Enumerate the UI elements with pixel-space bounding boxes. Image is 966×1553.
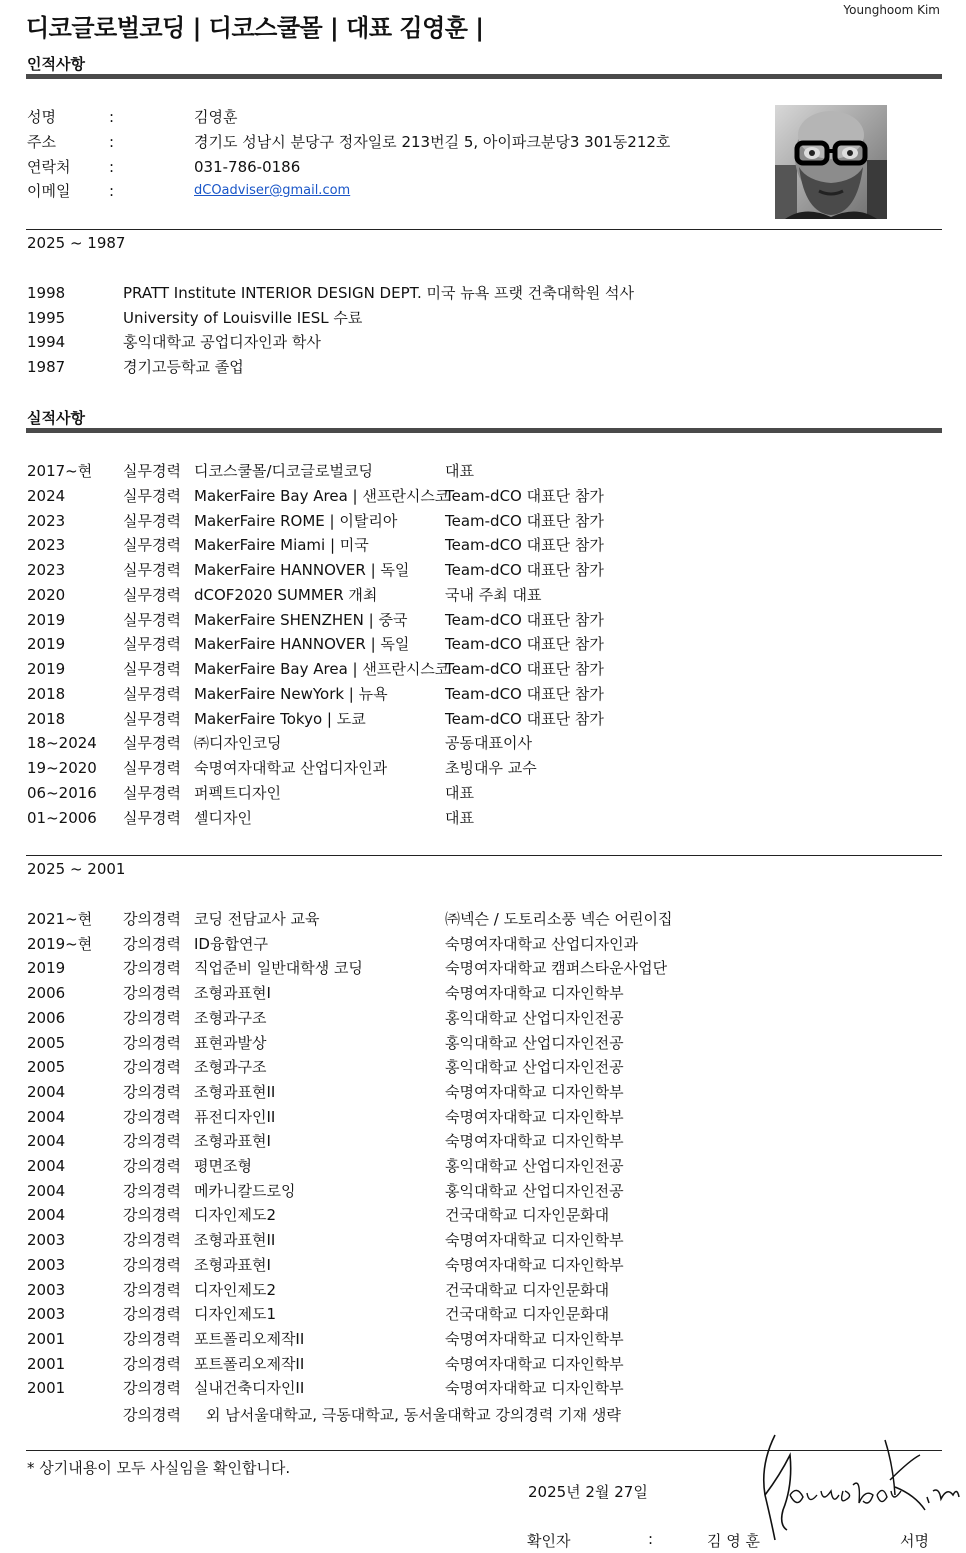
achievement-title: MakerFaire Bay Area | 샌프란시스코 [194,486,450,505]
teaching-year: 2006 [27,1008,66,1027]
field-label: 연락처 [27,158,71,176]
education-row [0,355,966,379]
teaching-year: 2003 [27,1255,66,1274]
achievement-year: 2023 [27,511,66,530]
teaching-year: 2021~현 [27,910,93,928]
author-name-en: Younghoom Kim [843,3,940,17]
achievement-year: 2019 [27,610,66,629]
achievement-year: 2019 [27,660,66,678]
teaching-type: 강의경력 [123,1107,181,1126]
teaching-place: 숙명여자대학교 디자인학부 [445,984,624,1003]
teaching-row [0,1105,966,1129]
field-label: 주소 [27,133,56,151]
teaching-subject: 조형과구조 [194,1008,267,1027]
achievement-year: 2024 [27,486,66,505]
achievement-type: 실무경력 [123,759,181,777]
teaching-place: 숙명여자대학교 디자인학부 [445,1329,624,1348]
education-row [0,330,966,354]
section-divider [26,74,942,79]
achievement-type: 실무경력 [123,585,181,604]
achievement-title: MakerFaire NewYork | 뉴욕 [194,684,388,703]
teaching-place: 건국대학교 디자인문화대 [445,1206,610,1225]
achievement-row [0,558,966,582]
teaching-row [0,932,966,956]
field-sep: : [109,182,115,200]
teaching-subject: 조형과표현I [194,984,271,1003]
teaching-subject: 포트폴리오제작II [194,1354,305,1373]
achievement-title: MakerFaire ROME | 이탈리아 [194,511,398,530]
achievement-role: Team-dCO 대표단 참가 [445,610,604,629]
teaching-place: 숙명여자대학교 디자인학부 [445,1379,624,1398]
teaching-subject: 조형과구조 [194,1058,267,1077]
page-title: 디코글로벌코딩 | 디코스쿨몰 | 대표 김영훈 | [26,14,484,42]
teaching-place: 홍익대학교 산업디자인전공 [445,1058,624,1077]
teaching-place: 숙명여자대학교 디자인학부 [445,1082,624,1101]
field-label: 이메일 [27,182,71,200]
teaching-subject: 조형과표현I [194,1255,271,1274]
teaching-type: 강의경력 [123,1082,181,1101]
field-value: 경기도 성남시 분당구 정자일로 213번길 5, 아이파크분당3 301동212호 [194,133,671,151]
achievement-row [0,731,966,755]
achievement-row [0,632,966,656]
teaching-type: 강의경력 [123,910,181,928]
teaching-year: 2005 [27,1033,66,1052]
field-value: 김영훈 [194,108,238,126]
teaching-row [0,1302,966,1326]
signature-date: 2025년 2월 27일 [528,1483,648,1501]
achievement-type: 실무경력 [123,486,181,505]
achievement-row [0,806,966,830]
teaching-row [0,1203,966,1227]
teaching-row [0,1055,966,1079]
teaching-row [0,1228,966,1252]
field-sep: : [109,158,115,176]
achievement-row [0,756,966,780]
teaching-row [0,981,966,1005]
teaching-type: 강의경력 [123,1354,181,1373]
achievement-role: 대표 [445,783,474,802]
achievement-year: 2018 [27,709,66,728]
teaching-subject: 디자인제도2 [194,1280,276,1299]
teaching-row [0,1080,966,1104]
achievement-title: 퍼펙트디자인 [194,783,281,802]
field-sep: : [109,108,115,126]
teaching-year: 2003 [27,1305,66,1324]
teaching-row [0,1154,966,1178]
teaching-row [0,907,966,931]
profile-photo [775,105,887,219]
sign-label: 서명 [900,1532,929,1550]
teaching-row [0,1278,966,1302]
achievement-type: 실무경력 [123,561,181,579]
teaching-place: 홍익대학교 산업디자인전공 [445,1008,624,1027]
education-desc: 경기고등학교 졸업 [123,358,244,377]
education-year: 1995 [27,308,66,327]
achievement-role: Team-dCO 대표단 참가 [445,486,604,505]
achievement-role: Team-dCO 대표단 참가 [445,709,604,728]
achievement-type: 실무경력 [123,660,181,678]
teaching-place: 건국대학교 디자인문화대 [445,1280,610,1299]
teaching-place: 숙명여자대학교 디자인학부 [445,1354,624,1373]
achievement-title: 디코스쿨몰/디코글로벌코딩 [194,462,373,480]
achievement-role: Team-dCO 대표단 참가 [445,511,604,530]
achievement-year: 2023 [27,561,66,579]
education-year: 1998 [27,284,66,302]
achievement-row [0,484,966,508]
teaching-subject: 조형과표현II [194,1082,276,1101]
teaching-year: 2019 [27,959,66,978]
confirmer-label: 확인자 [527,1532,571,1550]
achievement-title: 숙명여자대학교 산업디자인과 [194,759,388,777]
achievement-role: 대표 [445,462,474,480]
divider [26,855,942,856]
education-desc: PRATT Institute INTERIOR DESIGN DEPT. 미국 뉴욕 프랫 건축대학원 석사 [123,284,634,302]
teaching-subject: 직업준비 일반대학생 코딩 [194,959,363,978]
teaching-subject: ID융합연구 [194,934,268,953]
teaching-place: 숙명여자대학교 캠퍼스타운사업단 [445,959,668,978]
achievement-type: 실무경력 [123,462,181,480]
teaching-subject: 포트폴리오제작II [194,1329,305,1348]
teaching-subject: 실내건축디자인II [194,1379,305,1398]
achievement-role: Team-dCO 대표단 참가 [445,660,604,678]
achievement-year: 18~2024 [27,734,97,753]
achievement-title: ㈜디자인코딩 [194,734,282,753]
teaching-row [0,1327,966,1351]
teaching-place: 홍익대학교 산업디자인전공 [445,1033,624,1052]
achievement-year: 2019 [27,635,66,654]
teaching-type: 강의경력 [123,1305,181,1324]
teaching-year: 2003 [27,1280,66,1299]
achievement-title: MakerFaire Bay Area | 샌프란시스코 [194,660,450,678]
achievement-year: 06~2016 [27,783,97,802]
achievement-year: 2020 [27,585,66,604]
teaching-year: 2005 [27,1058,66,1077]
achievement-year: 19~2020 [27,759,97,777]
teaching-year: 2001 [27,1354,66,1373]
teaching-place: 홍익대학교 산업디자인전공 [445,1157,624,1175]
achievement-type: 실무경력 [123,536,181,555]
teaching-type: 강의경력 [123,934,181,953]
teaching-period: 2025 ~ 2001 [27,860,126,878]
divider [26,229,942,230]
field-value: 031-786-0186 [194,158,301,176]
achievement-title: MakerFaire Tokyo | 도쿄 [194,709,366,728]
education-row [0,281,966,305]
teaching-row [0,1376,966,1400]
achievement-role: Team-dCO 대표단 참가 [445,684,604,703]
achievement-type: 실무경력 [123,635,181,654]
education-year: 1994 [27,333,66,352]
achievement-row [0,657,966,681]
teaching-subject: 조형과표현II [194,1231,276,1250]
achievement-title: dCOF2020 SUMMER 개최 [194,585,378,604]
teaching-subject: 코딩 전담교사 교육 [194,910,320,928]
teaching-type: 강의경력 [123,1255,181,1274]
achievement-title: MakerFaire Miami | 미국 [194,536,369,555]
teaching-year: 2004 [27,1107,66,1126]
teaching-year: 2004 [27,1132,66,1151]
teaching-row [0,1253,966,1277]
teaching-place: 홍익대학교 산업디자인전공 [445,1181,624,1200]
teaching-place: 숙명여자대학교 디자인학부 [445,1255,624,1274]
achievement-type: 실무경력 [123,709,181,728]
teaching-subject: 평면조형 [194,1157,252,1175]
achievement-role: Team-dCO 대표단 참가 [445,536,604,555]
field-sep: : [109,133,115,151]
teaching-type: 강의경력 [123,1132,181,1151]
teaching-type: 강의경력 [123,1329,181,1348]
teaching-year: 2006 [27,984,66,1003]
achievement-title: MakerFaire HANNOVER | 독일 [194,561,410,579]
education-desc: 홍익대학교 공업디자인과 학사 [123,333,321,352]
achievement-row [0,583,966,607]
achievement-title: 셀디자인 [194,808,252,827]
confirmation-note: * 상기내용이 모두 사실임을 확인합니다. [27,1459,291,1477]
teaching-subject: 퓨전디자인II [194,1107,276,1126]
achievement-type: 실무경력 [123,808,181,827]
teaching-place: 숙명여자대학교 디자인학부 [445,1231,624,1250]
teaching-type: 강의경력 [123,1033,181,1052]
achievement-role: Team-dCO 대표단 참가 [445,635,604,654]
teaching-extra-text: 외 남서울대학교, 극동대학교, 동서울대학교 강의경력 기재 생략 [206,1406,621,1424]
teaching-year: 2001 [27,1329,66,1348]
teaching-type: 강의경력 [123,959,181,978]
achievement-row [0,509,966,533]
teaching-row [0,956,966,980]
teaching-place: 숙명여자대학교 산업디자인과 [445,934,639,953]
teaching-type: 강의경력 [123,1058,181,1077]
field-label: 성명 [27,108,56,126]
achievement-type: 실무경력 [123,684,181,703]
teaching-type: 강의경력 [123,1379,181,1398]
teaching-row [0,1179,966,1203]
achievement-year: 2023 [27,536,66,555]
achievement-role: 대표 [445,808,474,827]
handwritten-signature [735,1425,960,1545]
teaching-type: 강의경력 [123,984,181,1003]
teaching-type: 강의경력 [123,1181,181,1200]
teaching-subject: 표현과발상 [194,1033,267,1052]
teaching-year: 2004 [27,1157,66,1175]
achievement-year: 01~2006 [27,808,97,827]
teaching-year: 2003 [27,1231,66,1250]
teaching-row [0,1129,966,1153]
teaching-type: 강의경력 [123,1231,181,1250]
section-divider [26,428,942,433]
achievement-row [0,608,966,632]
teaching-type: 강의경력 [123,1206,181,1225]
teaching-place: 숙명여자대학교 디자인학부 [445,1107,624,1126]
teaching-extra-row [0,1403,966,1427]
achievement-type: 실무경력 [123,610,181,629]
teaching-type: 강의경력 [123,1280,181,1299]
teaching-type: 강의경력 [123,1008,181,1027]
teaching-subject: 메카니칼드로잉 [194,1181,296,1200]
achievement-type: 실무경력 [123,734,181,753]
achievement-type: 실무경력 [123,783,181,802]
education-desc: University of Louisville IESL 수료 [123,308,363,327]
education-row [0,306,966,330]
teaching-extra-type: 강의경력 [123,1406,181,1424]
section-title-personal: 인적사항 [27,55,85,73]
achievement-role: 공동대표이사 [445,734,532,753]
teaching-place: 건국대학교 디자인문화대 [445,1305,610,1324]
education-period: 2025 ~ 1987 [27,234,126,252]
teaching-year: 2004 [27,1181,66,1200]
achievement-role: Team-dCO 대표단 참가 [445,561,604,579]
achievement-row [0,707,966,731]
achievement-title: MakerFaire HANNOVER | 독일 [194,635,410,654]
achievement-role: 국내 주최 대표 [445,585,542,604]
achievement-role: 초빙대우 교수 [445,759,537,777]
achievement-row [0,682,966,706]
teaching-subject: 디자인제도1 [194,1305,276,1324]
teaching-type: 강의경력 [123,1157,181,1175]
achievement-type: 실무경력 [123,511,181,530]
teaching-year: 2019~현 [27,934,93,953]
achievement-row [0,459,966,483]
teaching-year: 2004 [27,1206,66,1225]
teaching-subject: 디자인제도2 [194,1206,276,1225]
achievement-year: 2017~현 [27,462,93,480]
teaching-row [0,1031,966,1055]
education-year: 1987 [27,358,66,377]
teaching-row [0,1006,966,1030]
teaching-place: 숙명여자대학교 디자인학부 [445,1132,624,1151]
teaching-row [0,1352,966,1376]
achievement-title: MakerFaire SHENZHEN | 중국 [194,610,408,629]
teaching-place: ㈜넥슨 / 도토리소풍 넥슨 어린이집 [445,910,673,928]
section-title-achievements: 실적사항 [27,409,85,427]
teaching-year: 2001 [27,1379,66,1398]
confirmer-name: 김 영 훈 [707,1532,761,1550]
email-link[interactable]: dCOadviser@gmail.com [194,183,351,198]
teaching-year: 2004 [27,1082,66,1101]
achievement-year: 2018 [27,684,66,703]
achievement-row [0,533,966,557]
confirmer-sep: : [648,1530,654,1548]
teaching-subject: 조형과표현I [194,1132,271,1151]
achievement-row [0,781,966,805]
